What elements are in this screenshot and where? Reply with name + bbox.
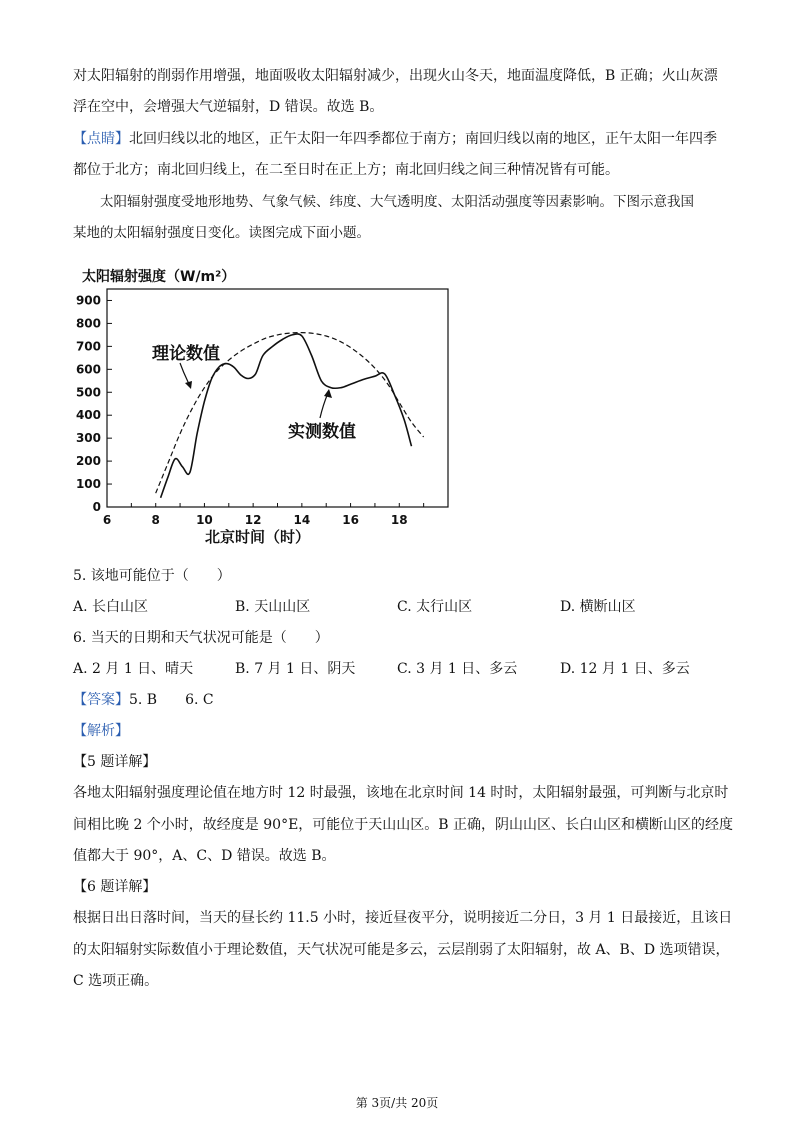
solar-radiation-chart [70,262,470,552]
tip-line-2: 都位于北方；南北回归线上，在二至日时在正上方；南北回归线之间三种情况皆有可能。 [73,162,619,178]
detail5-line-2: 间相比晚 2 个小时，故经度是 90°E，可能位于天山山区。B 正确，阴山山区、长白山区和横断山区的经度 [73,817,734,833]
y-tick-label: 700 [75,339,101,354]
q5-stem: 5. 该地可能位于（ ） [73,568,231,584]
x-tick-label: 8 [151,513,160,527]
measured-annotation: 实测数值 [288,422,356,442]
material-line-1: 太阳辐射强度受地形地势、气象气候、纬度、大气透明度、太阳活动强度等因素影响。下图示意我国 [100,194,694,210]
q6-option-d: D. 12 月 1 日、多云 [560,661,690,677]
measured-arrowhead [324,389,332,398]
answer-tag: 【答案】 [73,692,129,708]
y-tick-label: 100 [75,477,101,492]
theoretical-arrowhead [185,381,192,389]
tip-text-1: 北回归线以北的地区，正午太阳一年四季都位于南方；南回归线以南的地区，正午太阳一年四季 [129,131,717,147]
x-tick-label: 14 [293,513,311,527]
q6-option-b: B. 7 月 1 日、阴天 [235,661,356,677]
detail6-line-3: C 选项正确。 [73,973,159,989]
answer-line [73,690,214,710]
theoretical-annotation: 理论数值 [152,344,220,364]
x-tick-label: 12 [244,513,262,527]
chart-title: 太阳辐射强度（W/m²） [82,269,236,285]
y-tick-label: 300 [75,431,101,446]
q6-stem: 6. 当天的日期和天气状况可能是（ ） [73,630,329,646]
intro-line-2: 浮在空中，会增强大气逆辐射，D 错误。故选 B。 [73,99,384,115]
measured-arrow [320,393,328,418]
analysis-tag: 【解析】 [73,723,129,739]
tip-line-1 [73,129,717,149]
detail6-line-2: 的太阳辐射实际数值小于理论数值，天气状况可能是多云，云层削弱了太阳辐射，故 A、B、D 选项错误， [73,942,730,958]
q5-option-b: B. 天山山区 [235,599,311,615]
detail6-line-1: 根据日出日落时间，当天的昼长约 11.5 小时，接近昼夜平分，说明接近二分日，3 月 1 日最接近，且该日 [73,910,733,926]
intro-line-1: 对太阳辐射的削弱作用增强，地面吸收太阳辐射减少，出现火山冬天，地面温度降低，B 正确；火山灰漂 [73,68,718,84]
page-footer: 第 3页/共 20页 [355,1096,439,1110]
x-tick-label: 18 [390,513,408,527]
detail5-title: 【5 题详解】 [73,754,157,770]
q6-option-a: A. 2 月 1 日、晴天 [73,661,194,677]
detail5-line-3: 值都大于 90°，A、C、D 错误。故选 B。 [73,848,336,864]
x-axis-label: 北京时间（时） [204,528,311,546]
material-line-2: 某地的太阳辐射强度日变化。读图完成下面小题。 [73,225,370,241]
y-tick-label: 800 [75,316,101,331]
x-tick-label: 10 [196,513,213,527]
y-tick-label: 600 [75,362,101,377]
x-tick-label: 16 [342,513,359,527]
detail6-title: 【6 题详解】 [73,879,157,895]
y-tick-label: 900 [75,293,101,308]
q6-option-c: C. 3 月 1 日、多云 [397,661,518,677]
y-tick-label: 0 [92,500,101,514]
answer-text: 5. B 6. C [129,692,214,708]
detail5-line-1: 各地太阳辐射强度理论值在地方时 12 时最强，该地在北京时间 14 时时，太阳辐射最强，可判断与北京时 [73,785,729,801]
q5-option-d: D. 横断山区 [560,599,636,615]
y-tick-label: 200 [75,454,101,469]
x-tick-label: 6 [102,513,112,527]
q5-option-c: C. 太行山区 [397,599,473,615]
y-tick-label: 400 [75,408,101,423]
tip-tag: 【点睛】 [73,131,129,147]
q5-option-a: A. 长白山区 [73,599,149,615]
y-tick-label: 500 [75,385,101,400]
